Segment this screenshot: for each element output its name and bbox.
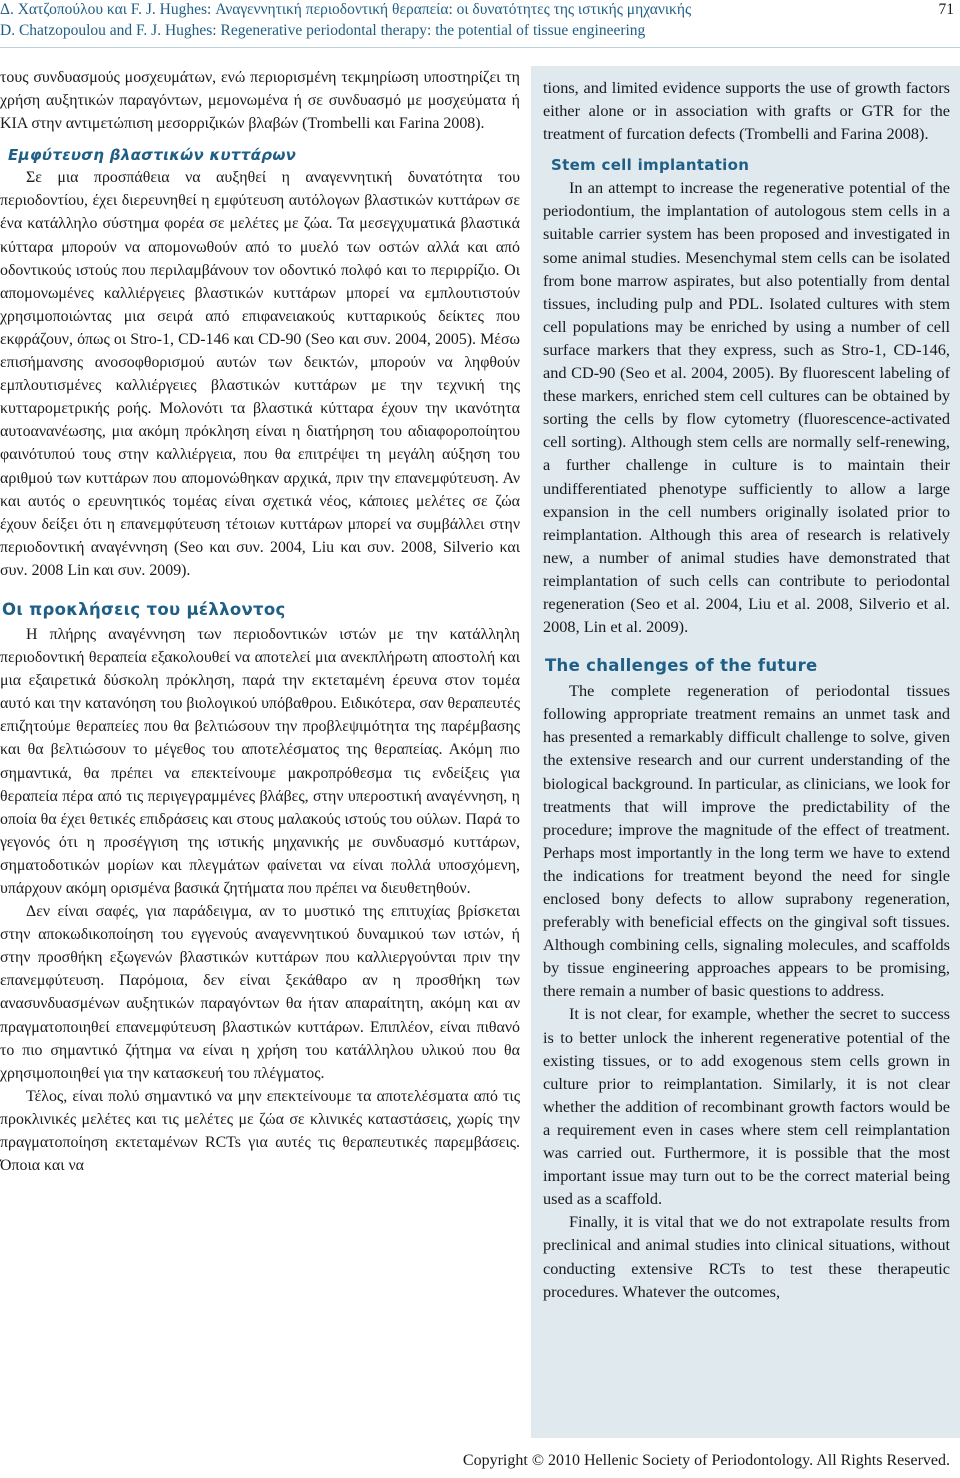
page-number: 71 (938, 1, 954, 18)
english-intro-paragraph: tions, and limited evidence supports the use of growth factors either alone or in association with grafts or GTR for the treatment of furcation defects (Trombelli and Farina 2008). (543, 78, 950, 144)
greek-stem-cell-heading: Εμφύτευση βλαστικών κυττάρων (8, 146, 297, 165)
running-header (0, 0, 960, 46)
greek-stem-cell-paragraph: Σε μια προσπάθεια να αυξηθεί η αναγεννητική δυνατότητα του περιοδοντίου, έχει διερευνηθεί η εμφύτευση αυτόλογων βλαστικών κυττάρων σε ένα κατάλληλο σύστημα φορέα σε μελέτες με ζώα. Τα μεσεγχυματικά βλαστικά κύτταρα μπορούν να απομονωθούν από το μυελό των οστών αλλά και από οδοντικούς ιστούς που περιλαμβάνουν τον οδοντικό πολφό και το περιρρίζιο. Οι απομονωμένες καλλιέργειες βλαστικών κυττάρων μπορεί να εμπλουτιστούν χρησιμοποιώντας μια σειρά από επιφανειακούς κυτταρικούς δείκτες που εκφράζουν, όπως οι Stro-1, CD-146 και CD-90 (Seo και συν. 2004, 2005). Μέσω επισήμανσης ανοσοφθορισμού αυτών των δεικτών, μπορούν να ληφθούν εμπλουτισμένες καλλιέργειες βλαστικών κυττάρων με την τεχνική της κυτταρομετρικής ροής. Μολονότι τα βλαστικά κύτταρα έχουν την ικανότητα αυτοανανέωσης, μια ακόμη πρόκληση είναι η διατήρηση του αδιαφοροποίητου φαινότυπού τους στην καλλιέργεια, που θα επιτρέψει τη μεγάλη αύξηση του αριθμού των κυττάρων που απομονώθηκαν αρχικά, πριν την επανεμφύτευση. Αν και αυτός ο ερευνητικός τομέας είναι σχετικά νέος, κάποιες μελέτες σε ζώα έχουν δείξει ότι η επανεμφύτευση τέτοιων κυττάρων μπορεί να συμβάλλει στην περιοδοντική αναγέννηση (Seo και συν. 2004, Liu και συν. 2008, Silverio και συν. 2008 Lin και συν. 2009). (0, 169, 520, 579)
greek-challenges-paragraph-1: Η πλήρης αναγέννηση των περιοδοντικών ιστών με την κατάλληλη περιοδοντική θεραπεία εξακολουθεί να αποτελεί μια ανεκπλήρωτη αποστολή και μια εξαιρετικά δύσκολη πρόκληση, παρά την εκτεταμένη έρευνα στον τομέα αυτό και την κατανόηση του βιολογικού υπόβαθρου. Ειδικότερα, σαν θεραπευτές επιζητούμε θεραπείες που θα βελτιώσουν την προβλεψιμότητα της παρέμβασης και θα βελτιώσουν το μέγεθος του αποτελέσματος της θεραπείας. Ακόμη πιο σημαντικά, θα πρέπει να επεκτείνουμε μακροπρόθεσμα τις ενδείξεις για θεραπεία πέρα από τις περιγεγραμμένες βλάβες, στην υπεροστική αναγέννηση, η οποία θα έχει θετικές επιδράσεις και στους μαλακούς ιστούς του ούλων. Παρά το γεγονός ότι η προσέγγιση της ιστικής μηχανικής με συνδυασμό κυττάρων, σηματοδοτικών μορίων και πλεγμάτων φαίνεται να είναι πολλά υποσχόμενη, υπάρχουν ακόμη ορισμένα βασικά ζητήματα που πρέπει να διευθετηθούν. (0, 625, 520, 897)
greek-challenges-paragraph-3: Τέλος, είναι πολύ σημαντικό να μην επεκτείνουμε τα αποτελέσματα από τις προκλινικές μελέτες και τις μελέτες με ζώα σε κλινικές καταστάσεις, χωρίς την πραγματοποίηση εκτεταμένων RCTs για αυτές τις θεραπευτικές παρεμβάσεις. Όποια και να (0, 1087, 520, 1175)
english-stem-cell-heading: Stem cell implantation (551, 156, 750, 175)
copyright-footer: Copyright © 2010 Hellenic Society of Periodontology. All Rights Reserved. (462, 1452, 950, 1469)
greek-running-title: Δ. Χατζοπούλου και F. J. Hughes: Αναγεννητική περιοδοντική θεραπεία: οι δυνατότητες της ιστικής μηχανικής (0, 1, 692, 18)
english-text-column (531, 66, 960, 1438)
english-challenges-paragraph-3: Finally, it is vital that we do not extrapolate results from preclinical and animal studies into clinical situations, without conducting extensive RCTs to test these therapeutic procedures. Whatever the outcomes, (543, 1212, 950, 1301)
english-challenges-paragraph-1: The complete regeneration of periodontal tissues following appropriate treatment remains an unmet task and has presented a remarkably difficult challenge to solve, given the extensive research and our current understanding of the biological background. In particular, as clinicians, we look for treatments that will improve the predictability of the procedure; improve the magnitude of the effect of treatment. Perhaps most importantly in the long term we have to extend the indications for treatment beyond the need for single enclosed bony defects to allow suprabony regeneration, preferably with beneficial effects on the gingival soft tissues. Although combining cells, signaling molecules, and scaffolds by tissue engineering approaches appears to be promising, there remain a number of basic questions to address. (543, 681, 950, 1001)
english-challenges-heading: The challenges of the future (545, 656, 818, 676)
greek-intro-paragraph: τους συνδυασμούς μοσχευμάτων, ενώ περιορισμένη τεκμηρίωση υποστηρίζει τη χρήση αυξητικών παραγόντων, μεμονωμένα ή σε συνδυασμό με μοσχεύματα ή ΚΙΑ στην αντιμετώπιση μεσορριζικών βλαβών (Trombelli και Farina 2008). (0, 69, 520, 133)
header-divider (0, 47, 960, 48)
greek-challenges-heading: Οι προκλήσεις του μέλλοντος (2, 599, 286, 619)
english-stem-cell-paragraph: In an attempt to increase the regenerative potential of the periodontium, the implantation of autologous stem cells in a suitable carrier system has been proposed and investigated in some animal studies. Mesenchymal stem cells can be isolated from bone marrow aspirates, but also potentially from dental tissues, including pulp and PDL. Isolated cultures with stem cell populations may be enriched by using a number of cell surface markers that they express, such as Stro-1, CD-146, and CD-90 (Seo et al. 2004, 2005). By fluorescent labeling of these markers, enriched stem cell cultures can be obtained by sorting the cells by flow cytometry (fluorescence-activated cell sorting). Although stem cells are normally self-renewing, a further challenge in culture is to maintain their undifferentiated phenotype sufficiently to allow a large expansion in the cell numbers originally isolated prior to reimplantation. Although this area of research is relatively new, a number of animal studies have demonstrated that reimplantation of such cells can contribute to periodontal regeneration (Seo et al. 2004, Liu et al. 2008, Silverio et al. 2008, Lin et al. 2009). (543, 178, 950, 637)
english-challenges-paragraph-2: It is not clear, for example, whether the secret to success is to better unlock the inherent regenerative potential of the existing tissues, or to add exogenous stem cells grown in culture prior to reimplantation. Similarly, it is not clear whether the addition of recombinant growth factors would be a requirement even in cases where stem cell reimplantation was carried out. Furthermore, it is possible that the most important issue may turn out to be the correct material being used as a scaffold. (543, 1004, 950, 1209)
greek-challenges-paragraph-2: Δεν είναι σαφές, για παράδειγμα, αν το μυστικό της επιτυχίας βρίσκεται στην αποκωδικοποίηση του εγγενούς αναγεννητικού δυναμικού των ιστών, ή στην προσθήκη εξωγενών βλαστικών κυττάρων που καλλιεργούνται πριν την επανεμφύτευση. Παρόμοια, δεν είναι ξεκάθαρο αν η προσθήκη των ανασυνδυασμένων αυξητικών παραγόντων θα ήταν απαραίτητη, ακόμη και αν πραγματοποιηθεί επανεμφύτευση βλαστικών κυττάρων. Επιπλέον, είναι πιθανό το πιο σημαντικό ζήτημα να είναι η χρήση του κατάλληλου υλικού που θα χρησιμοποιηθεί για την κατασκευή του πλέγματος. (0, 903, 520, 1082)
greek-text-column (0, 66, 520, 1436)
english-running-title: D. Chatzopoulou and F. J. Hughes: Regenerative periodontal therapy: the potential of tissue engineering (0, 22, 646, 39)
